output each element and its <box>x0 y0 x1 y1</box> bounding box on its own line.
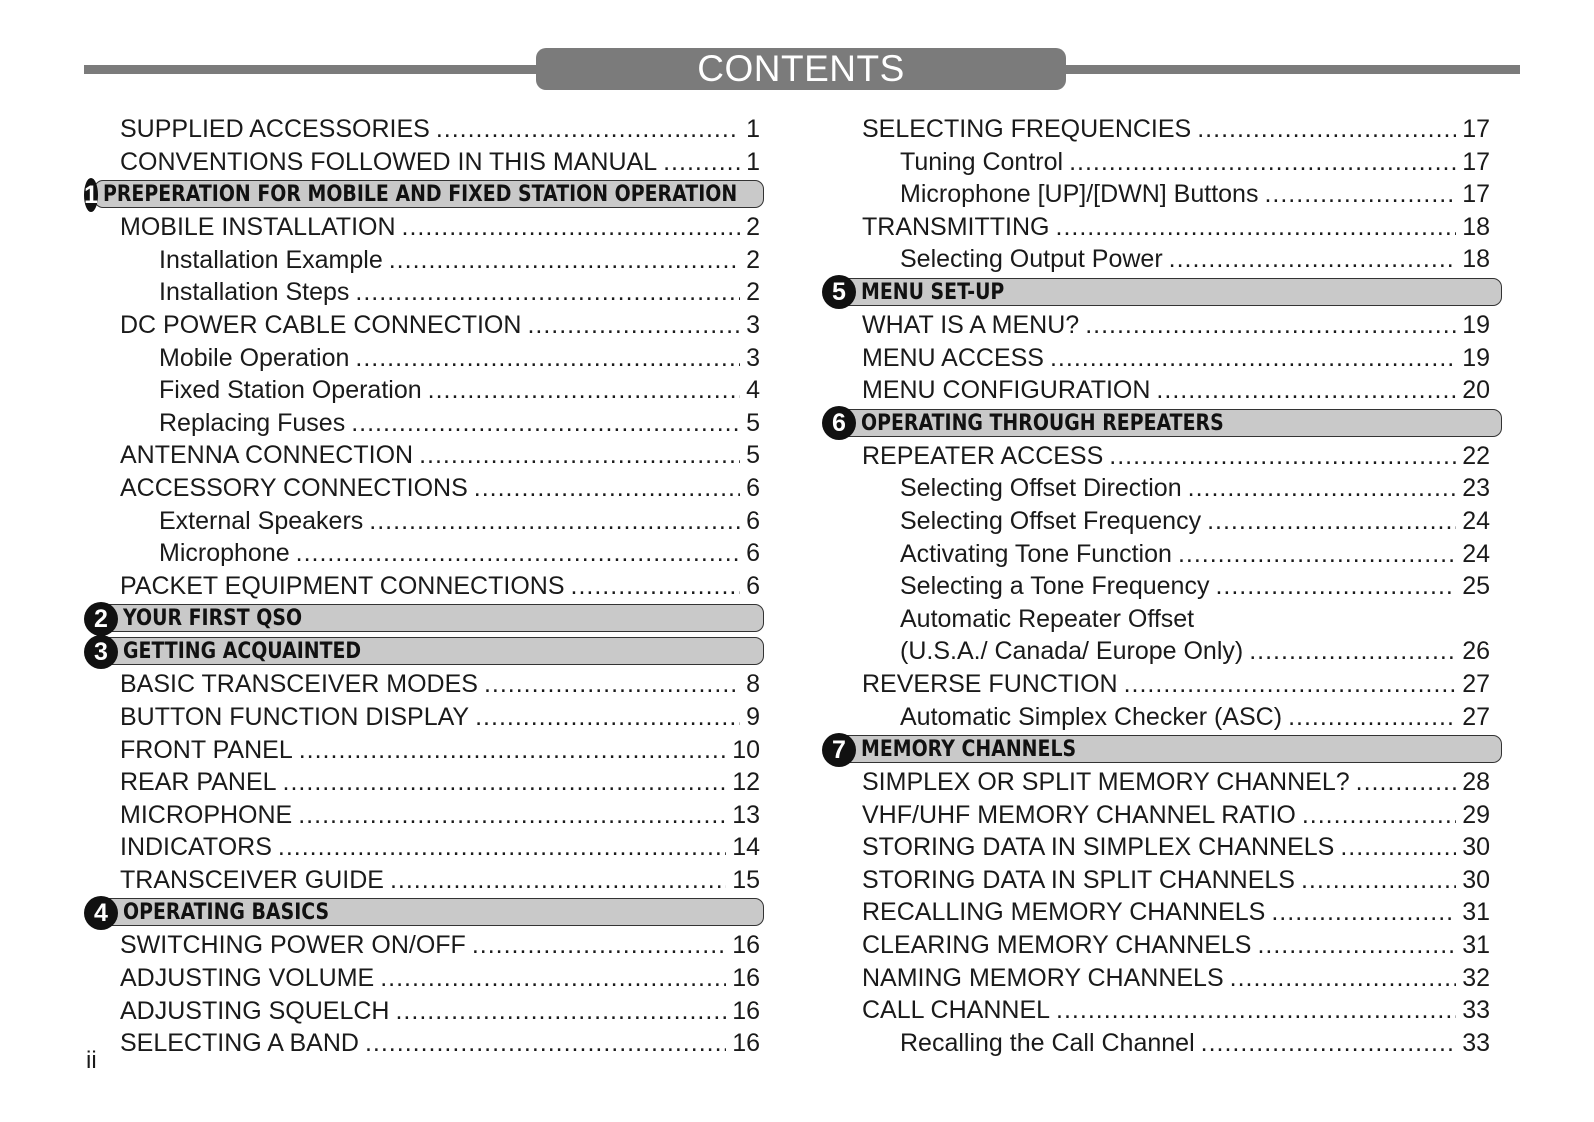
toc-subentry[interactable] <box>84 407 784 440</box>
entry-page-number: 33 <box>1462 996 1490 1025</box>
dot-leader <box>389 244 740 276</box>
entry-title: Selecting Offset Frequency <box>900 506 1202 535</box>
dot-leader <box>1197 113 1456 145</box>
toc-entry[interactable] <box>84 995 784 1028</box>
entry-page-number: 6 <box>746 539 760 568</box>
entry-title: ANTENNA CONNECTION <box>120 441 414 470</box>
dot-leader <box>475 701 740 733</box>
dot-leader <box>472 929 726 961</box>
entry-page-number: 13 <box>732 800 760 829</box>
dot-leader <box>1124 668 1457 700</box>
entry-title: (U.S.A./ Canada/ Europe Only) <box>900 637 1244 666</box>
entry-title: ADJUSTING VOLUME <box>120 964 375 993</box>
entry-page-number: 17 <box>1462 147 1490 176</box>
entry-title: Tuning Control <box>900 147 1064 176</box>
entry-title: RECALLING MEMORY CHANNELS <box>862 898 1266 927</box>
toc-entry[interactable] <box>822 994 1522 1027</box>
entry-title: CONVENTIONS FOLLOWED IN THIS MANUAL <box>120 147 658 176</box>
dot-leader <box>419 439 740 471</box>
entry-page-number: 2 <box>746 213 760 242</box>
entry-page-number: 1 <box>746 115 760 143</box>
toc-entry[interactable] <box>84 211 784 244</box>
toc-entry[interactable] <box>822 864 1522 897</box>
dot-leader <box>1085 309 1456 341</box>
entry-page-number: 26 <box>1462 637 1490 666</box>
entry-title: WHAT IS A MENU? <box>862 310 1080 339</box>
dot-leader <box>1056 211 1457 243</box>
toc-entry[interactable] <box>84 1027 784 1060</box>
dot-leader <box>395 995 726 1027</box>
section-header[interactable] <box>84 178 764 211</box>
toc-entry[interactable] <box>84 734 784 767</box>
entry-title: CALL CHANNEL <box>862 996 1051 1025</box>
toc-subentry[interactable] <box>84 374 784 407</box>
toc-entry[interactable] <box>84 668 784 701</box>
section-header[interactable] <box>822 407 1502 440</box>
toc-subentry[interactable] <box>822 472 1522 505</box>
entry-title: Activating Tone Function <box>900 539 1172 568</box>
entry-page-number: 16 <box>732 931 760 960</box>
toc-subentry[interactable] <box>84 342 784 375</box>
entry-page-number: 16 <box>732 964 760 993</box>
toc-entry[interactable] <box>84 962 784 995</box>
toc-right-column <box>822 113 1522 1059</box>
entry-page-number: 5 <box>746 441 760 470</box>
dot-leader <box>1069 146 1456 178</box>
dot-leader <box>1288 701 1456 733</box>
entry-page-number: 31 <box>1462 898 1490 927</box>
section-header[interactable] <box>84 896 764 929</box>
section-title: OPERATING THROUGH REPEATERS <box>861 410 1224 436</box>
entry-page-number: 19 <box>1462 310 1490 339</box>
section-title: OPERATING BASICS <box>123 900 330 926</box>
toc-subentry[interactable] <box>822 505 1522 538</box>
entry-title: Installation Steps <box>159 278 350 307</box>
entry-title: STORING DATA IN SIMPLEX CHANNELS <box>862 833 1335 862</box>
entry-page-number: 2 <box>746 278 760 307</box>
dot-leader <box>428 374 740 406</box>
toc-entry[interactable] <box>822 962 1522 995</box>
dot-leader <box>1257 929 1456 961</box>
entry-page-number: 22 <box>1462 441 1490 470</box>
toc-subentry[interactable] <box>84 505 784 538</box>
entry-title: Selecting a Tone Frequency <box>900 572 1210 601</box>
dot-leader <box>351 407 740 439</box>
toc-entry[interactable] <box>84 799 784 832</box>
dot-leader <box>1188 472 1457 504</box>
toc-entry[interactable] <box>84 701 784 734</box>
entry-title: PACKET EQUIPMENT CONNECTIONS <box>120 571 565 600</box>
entry-title: SIMPLEX OR SPLIT MEMORY CHANNEL? <box>862 768 1350 797</box>
dot-leader <box>283 766 727 798</box>
toc-entry[interactable] <box>84 113 784 146</box>
entry-title: DC POWER CABLE CONNECTION <box>120 310 522 339</box>
toc-entry[interactable] <box>84 439 784 472</box>
entry-title: REAR PANEL <box>120 768 277 797</box>
toc-entry[interactable] <box>822 342 1522 375</box>
dot-leader <box>1050 342 1456 374</box>
toc-entry[interactable] <box>84 864 784 897</box>
entry-page-number: 17 <box>1462 115 1490 143</box>
entry-page-number: 18 <box>1462 212 1490 241</box>
entry-page-number: 33 <box>1462 1028 1490 1057</box>
entry-title: Fixed Station Operation <box>159 376 422 405</box>
section-number-badge: 5 <box>822 275 856 309</box>
toc-entry[interactable] <box>822 211 1522 244</box>
entry-page-number: 5 <box>746 408 760 437</box>
section-title: MENU SET-UP <box>861 279 1005 305</box>
dot-leader <box>1207 505 1456 537</box>
entry-title: CLEARING MEMORY CHANNELS <box>862 931 1252 960</box>
dot-leader <box>402 211 741 243</box>
entry-page-number: 30 <box>1462 865 1490 894</box>
toc-entry[interactable] <box>822 896 1522 929</box>
dot-leader <box>390 864 726 896</box>
dot-leader <box>380 962 726 994</box>
section-header[interactable] <box>84 635 764 668</box>
toc-entry[interactable] <box>822 309 1522 342</box>
entry-page-number: 32 <box>1462 963 1490 992</box>
entry-page-number: 3 <box>746 310 760 339</box>
entry-title: Selecting Offset Direction <box>900 474 1182 503</box>
dot-leader <box>1340 831 1456 863</box>
entry-title: TRANSCEIVER GUIDE <box>120 865 384 894</box>
toc-entry[interactable] <box>822 766 1522 799</box>
entry-page-number: 24 <box>1462 506 1490 535</box>
entry-title: SELECTING A BAND <box>120 1029 359 1058</box>
entry-page-number: 6 <box>746 473 760 502</box>
entry-title: Selecting Output Power <box>900 245 1163 274</box>
dot-leader <box>296 537 740 569</box>
toc-entry[interactable] <box>84 570 784 603</box>
dot-leader <box>1301 864 1456 896</box>
entry-title: External Speakers <box>159 506 364 535</box>
entry-page-number: 8 <box>746 670 760 699</box>
dot-leader <box>278 831 726 863</box>
toc-entry[interactable] <box>84 309 784 342</box>
dot-leader <box>298 799 726 831</box>
entry-page-number: 31 <box>1462 931 1490 960</box>
dot-leader <box>474 472 740 504</box>
dot-leader <box>1249 635 1456 667</box>
section-header[interactable] <box>822 733 1502 766</box>
entry-title: Microphone <box>159 539 290 568</box>
entry-title: MICROPHONE <box>120 800 293 829</box>
entry-title: BASIC TRANSCEIVER MODES <box>120 670 478 699</box>
toc-subentry[interactable] <box>822 178 1522 211</box>
entry-title: FRONT PANEL <box>120 735 293 764</box>
dot-leader <box>1178 538 1456 570</box>
section-title: GETTING ACQUAINTED <box>123 639 362 665</box>
dot-leader <box>1302 799 1456 831</box>
entry-page-number: 10 <box>732 735 760 764</box>
entry-page-number: 15 <box>732 865 760 894</box>
entry-title: SWITCHING POWER ON/OFF <box>120 931 466 960</box>
toc-entry[interactable] <box>822 113 1522 146</box>
toc-subentry[interactable] <box>84 537 784 570</box>
toc-subentry[interactable] <box>822 603 1522 636</box>
section-number-badge: 3 <box>84 635 118 669</box>
toc-entry[interactable] <box>84 766 784 799</box>
dot-leader <box>663 146 740 178</box>
toc-subentry[interactable] <box>822 146 1522 179</box>
entry-title: INDICATORS <box>120 833 272 862</box>
toc-subentry[interactable] <box>822 243 1522 276</box>
entry-page-number: 3 <box>746 343 760 372</box>
toc-entry[interactable] <box>84 831 784 864</box>
entry-page-number: 2 <box>746 245 760 274</box>
dot-leader <box>1201 1027 1457 1059</box>
entry-page-number: 23 <box>1462 474 1490 503</box>
toc-entry[interactable] <box>84 146 784 179</box>
dot-leader <box>571 570 741 602</box>
entry-title: REPEATER ACCESS <box>862 441 1104 470</box>
entry-page-number: 1 <box>746 147 760 176</box>
entry-title: ACCESSORY CONNECTIONS <box>120 473 468 502</box>
dot-leader <box>1109 440 1456 472</box>
entry-page-number: 20 <box>1462 376 1490 405</box>
dot-leader <box>369 505 740 537</box>
toc-entry[interactable] <box>822 374 1522 407</box>
entry-title: MENU CONFIGURATION <box>862 376 1151 405</box>
entry-page-number: 9 <box>746 702 760 731</box>
entry-title: Mobile Operation <box>159 343 350 372</box>
entry-title: MOBILE INSTALLATION <box>120 213 396 242</box>
entry-title: SUPPLIED ACCESSORIES <box>120 115 430 143</box>
toc-subentry[interactable] <box>822 1027 1522 1060</box>
entry-page-number: 25 <box>1462 572 1490 601</box>
toc-subentry[interactable] <box>822 635 1522 668</box>
toc-entry[interactable] <box>822 440 1522 473</box>
section-title: PREPERATION FOR MOBILE AND FIXED STATION OPERATION <box>102 182 738 208</box>
dot-leader <box>1356 766 1457 798</box>
dot-leader <box>1271 896 1456 928</box>
section-number-badge: 2 <box>84 602 118 636</box>
dot-leader <box>355 342 740 374</box>
section-number-badge: 7 <box>822 733 856 767</box>
toc-entry[interactable] <box>84 929 784 962</box>
entry-title: Automatic Simplex Checker (ASC) <box>900 702 1283 731</box>
section-number-badge: 4 <box>84 896 118 930</box>
entry-title: Recalling the Call Channel <box>900 1028 1195 1057</box>
entry-page-number: 27 <box>1462 669 1490 698</box>
toc-entry[interactable] <box>822 929 1522 962</box>
entry-page-number: 24 <box>1462 539 1490 568</box>
entry-title: NAMING MEMORY CHANNELS <box>862 963 1224 992</box>
section-title: MEMORY CHANNELS <box>861 737 1077 763</box>
entry-page-number: 14 <box>732 833 760 862</box>
page-number: ii <box>86 1047 97 1074</box>
section-header[interactable] <box>84 602 764 635</box>
dot-leader <box>1169 243 1457 275</box>
toc-subentry[interactable] <box>84 244 784 277</box>
dot-leader <box>365 1027 726 1059</box>
entry-title: Automatic Repeater Offset <box>900 604 1195 633</box>
section-header[interactable] <box>822 276 1502 309</box>
toc-subentry[interactable] <box>822 570 1522 603</box>
entry-page-number: 4 <box>746 376 760 405</box>
dot-leader <box>1215 570 1456 602</box>
dot-leader <box>299 734 726 766</box>
entry-title: BUTTON FUNCTION DISPLAY <box>120 702 470 731</box>
toc-left-column <box>84 113 784 1060</box>
toc-entry[interactable] <box>84 472 784 505</box>
section-title: YOUR FIRST QSO <box>123 606 303 632</box>
toc-entry[interactable] <box>822 799 1522 832</box>
entry-page-number: 30 <box>1462 833 1490 862</box>
entry-title: MENU ACCESS <box>862 343 1044 372</box>
entry-title: STORING DATA IN SPLIT CHANNELS <box>862 865 1295 894</box>
entry-page-number: 18 <box>1462 245 1490 274</box>
entry-page-number: 27 <box>1462 702 1490 731</box>
entry-page-number: 19 <box>1462 343 1490 372</box>
toc-subentry[interactable] <box>84 276 784 309</box>
entry-page-number: 16 <box>732 1029 760 1058</box>
entry-page-number: 28 <box>1462 768 1490 797</box>
entry-title: VHF/UHF MEMORY CHANNEL RATIO <box>862 800 1296 829</box>
toc-subentry[interactable] <box>822 538 1522 571</box>
entry-title: REVERSE FUNCTION <box>862 669 1118 698</box>
entry-page-number: 12 <box>732 768 760 797</box>
entry-title: Installation Example <box>159 245 383 274</box>
entry-page-number: 17 <box>1462 180 1490 209</box>
section-number-badge: 1 <box>84 178 98 212</box>
entry-title: TRANSMITTING <box>862 212 1050 241</box>
page-title: CONTENTS <box>536 48 1066 90</box>
entry-page-number: 16 <box>732 996 760 1025</box>
entry-title: ADJUSTING SQUELCH <box>120 996 390 1025</box>
dot-leader <box>484 668 740 700</box>
dot-leader <box>1056 994 1456 1026</box>
entry-title: SELECTING FREQUENCIES <box>862 115 1192 143</box>
entry-title: Replacing Fuses <box>159 408 346 437</box>
toc-entry[interactable] <box>822 668 1522 701</box>
dot-leader <box>355 276 740 308</box>
toc-entry[interactable] <box>822 831 1522 864</box>
dot-leader <box>1264 178 1456 210</box>
dot-leader <box>527 309 740 341</box>
entry-page-number: 6 <box>746 571 760 600</box>
dot-leader <box>1156 374 1456 406</box>
entry-page-number: 6 <box>746 506 760 535</box>
entry-title: Microphone [UP]/[DWN] Buttons <box>900 180 1259 209</box>
section-number-badge: 6 <box>822 406 856 440</box>
dot-leader <box>436 113 740 145</box>
entry-page-number: 29 <box>1462 800 1490 829</box>
dot-leader <box>1230 962 1457 994</box>
toc-subentry[interactable] <box>822 701 1522 734</box>
